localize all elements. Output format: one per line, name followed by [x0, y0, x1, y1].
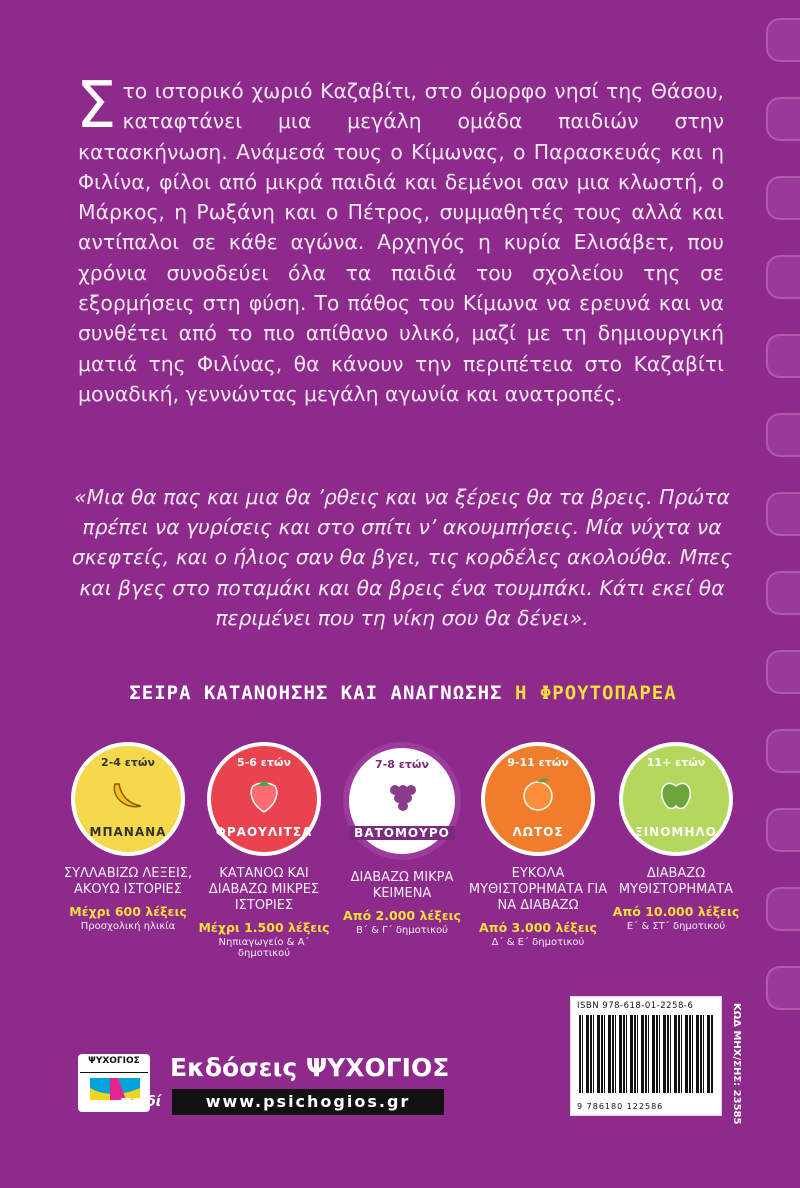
level-word-count: Από 10.000 λέξεις	[612, 904, 740, 919]
tab-8	[766, 571, 800, 615]
badge-strawberry	[207, 742, 321, 856]
tab-1	[766, 18, 800, 62]
level-name: ΜΠΑΝΑΝΑ	[89, 825, 167, 839]
publisher-url[interactable]: www.psichogios.gr	[172, 1089, 444, 1115]
strawberry-icon	[245, 776, 283, 814]
barcode-digits: 9 786180 122586	[577, 1102, 664, 1111]
level-name: ΒΑΤΟΜΟΥΡΟ	[349, 826, 455, 840]
level-strawberry	[194, 742, 334, 959]
product-code: ΚΩΔ ΜΗΧ/ΣΗΣ: 23585	[731, 1003, 742, 1125]
logo-sub: παιδί	[120, 1094, 162, 1110]
badge-banana	[71, 742, 185, 856]
tab-13	[766, 966, 800, 1010]
tab-4	[766, 255, 800, 299]
book-blurb	[76, 69, 724, 409]
level-word-count: Μέχρι 600 λέξεις	[69, 904, 187, 919]
level-grade: Δ΄ & Ε΄ δημοτικού	[491, 937, 585, 948]
banana-icon	[109, 776, 147, 814]
level-word-count: Μέχρι 1.500 λέξεις	[198, 920, 330, 935]
badge-blackberry	[343, 742, 461, 860]
age-label: 2-4 ετών	[101, 756, 155, 769]
level-skill: ΔΙΑΒΑΖΩ ΜΥΘΙΣΤΟΡΗΜΑΤΑ	[618, 866, 734, 897]
age-label: 11+ ετών	[646, 756, 706, 769]
tab-12	[766, 887, 800, 931]
series-label: ΣΕΙΡΑ ΚΑΤΑΝΟΗΣΗΣ ΚΑΙ ΑΝΑΓΝΩΣΗΣ	[129, 682, 503, 704]
index-tabs	[750, 0, 800, 1188]
level-skill: ΕΥΚΟΛΑ ΜΥΘΙΣΤΟΡΗΜΑΤΑ ΓΙΑ ΝΑ ΔΙΑΒΑΖΩ	[468, 866, 608, 913]
tab-6	[766, 413, 800, 457]
level-skill: ΣΥΛΛΑΒΙΖΩ ΛΕΞΕΙΣ, ΑΚΟΥΩ ΙΣΤΟΡΙΕΣ	[63, 866, 193, 897]
tab-11	[766, 808, 800, 852]
level-banana	[58, 742, 198, 932]
barcode-bars	[579, 1015, 713, 1093]
tab-9	[766, 650, 800, 694]
level-name: ΛΩΤΟΣ	[512, 825, 564, 839]
publisher-name: Εκδόσεις ΨΥΧΟΓΙΟΣ	[170, 1053, 450, 1082]
level-blackberry	[332, 742, 472, 936]
age-label: 7-8 ετών	[375, 758, 429, 771]
riddle-quote: «Μια θα πας και μια θα ’ρθεις και να ξέρεις θα τα βρεις. Πρώτα πρέπει να γυρίσεις και στο σπίτι ν’ ακουμπήσεις. Μία νύχτα να σκεφτείς, και ο ήλιος σαν θα βγει, τις κορδέλες ακολούθα. Μπες και βγες στο ποταμάκι και θα βρεις ένα τουμπάκι. Κάτι εκεί θα περιμένει που τη νίκη σου θα δένει».	[71, 485, 733, 630]
green-apple-icon	[657, 776, 695, 814]
series-name: Η ΦΡΟΥΤΟΠΑΡΕΑ	[514, 682, 677, 704]
level-skill: ΔΙΑΒΑΖΩ ΜΙΚΡΑ ΚΕΙΜΕΝΑ	[350, 870, 454, 901]
series-title	[58, 682, 748, 704]
isbn-barcode	[570, 996, 722, 1116]
blurb-text: το ιστορικό χωριό Καζαβίτι, στο όμορφο νησί της Θάσου, καταφτάνει μια μεγάλη ομάδα παιδιών στην κατασκήνωση. Ανάμεσά τους ο Κίμωνας, ο Παρασκευάς και η Φιλίνα, φίλοι από μικρά παιδιά και δεμένοι σαν μια κλωστή, ο Μάρκος, η Ρωξάνη και ο Πέτρος, συμμαθητές τους αλλά και αντίπαλοι σε κάθε αγώνα. Αρχηγός η κυρία Ελισάβετ, που χρόνια συνοδεύει όλα τα παιδιά του σχολείου της σε εξορμήσεις στη φύση. Το πάθος του Κίμωνα να ερευνά και να συνθέτει από το πιο απίθανο υλικό, μαζί με τη δημιουργική ματιά της Φιλίνας, θα κάνουν την περιπέτεια στο Καζαβίτι μοναδική, γεννώντας μεγάλη αγωνία και ανατροπές.	[78, 79, 724, 406]
badge-orange	[481, 742, 595, 856]
level-word-count: Από 3.000 λέξεις	[479, 920, 597, 935]
level-skill: ΚΑΤΑΝΟΩ ΚΑΙ ΔΙΑΒΑΖΩ ΜΙΚΡΕΣ ΙΣΤΟΡΙΕΣ	[208, 866, 320, 913]
isbn-text: ISBN 978-618-01-2258-6	[577, 1001, 694, 1011]
level-name: ΞΙΝΟΜΗΛΟ	[635, 825, 717, 839]
tab-2	[766, 97, 800, 141]
tab-3	[766, 176, 800, 220]
level-word-count: Από 2.000 λέξεις	[343, 908, 461, 923]
level-orange	[468, 742, 608, 948]
level-grade: Νηπιαγωγείο & Α΄ δημοτικού	[218, 937, 310, 959]
level-grade: Β΄ & Γ΄ δημοτικού	[356, 925, 448, 936]
publisher-logo	[78, 1054, 162, 1112]
drop-cap: Σ	[76, 69, 117, 143]
level-grade: Προσχολική ηλικία	[80, 921, 176, 932]
level-name: ΦΡΑΟΥΛΙΤΣΑ	[215, 825, 313, 839]
level-green-apple	[606, 742, 746, 932]
reading-levels	[58, 742, 748, 972]
logo-text: ΨΥΧΟΓΙΟΣ	[80, 1056, 148, 1073]
age-label: 5-6 ετών	[237, 756, 291, 769]
age-label: 9-11 ετών	[507, 756, 569, 769]
badge-green-apple	[619, 742, 733, 856]
tab-10	[766, 729, 800, 773]
level-grade: Ε΄ & ΣΤ΄ δημοτικού	[626, 921, 726, 932]
tab-5	[766, 334, 800, 378]
tab-7	[766, 492, 800, 536]
blackberry-icon	[383, 778, 421, 816]
orange-icon	[519, 776, 557, 814]
